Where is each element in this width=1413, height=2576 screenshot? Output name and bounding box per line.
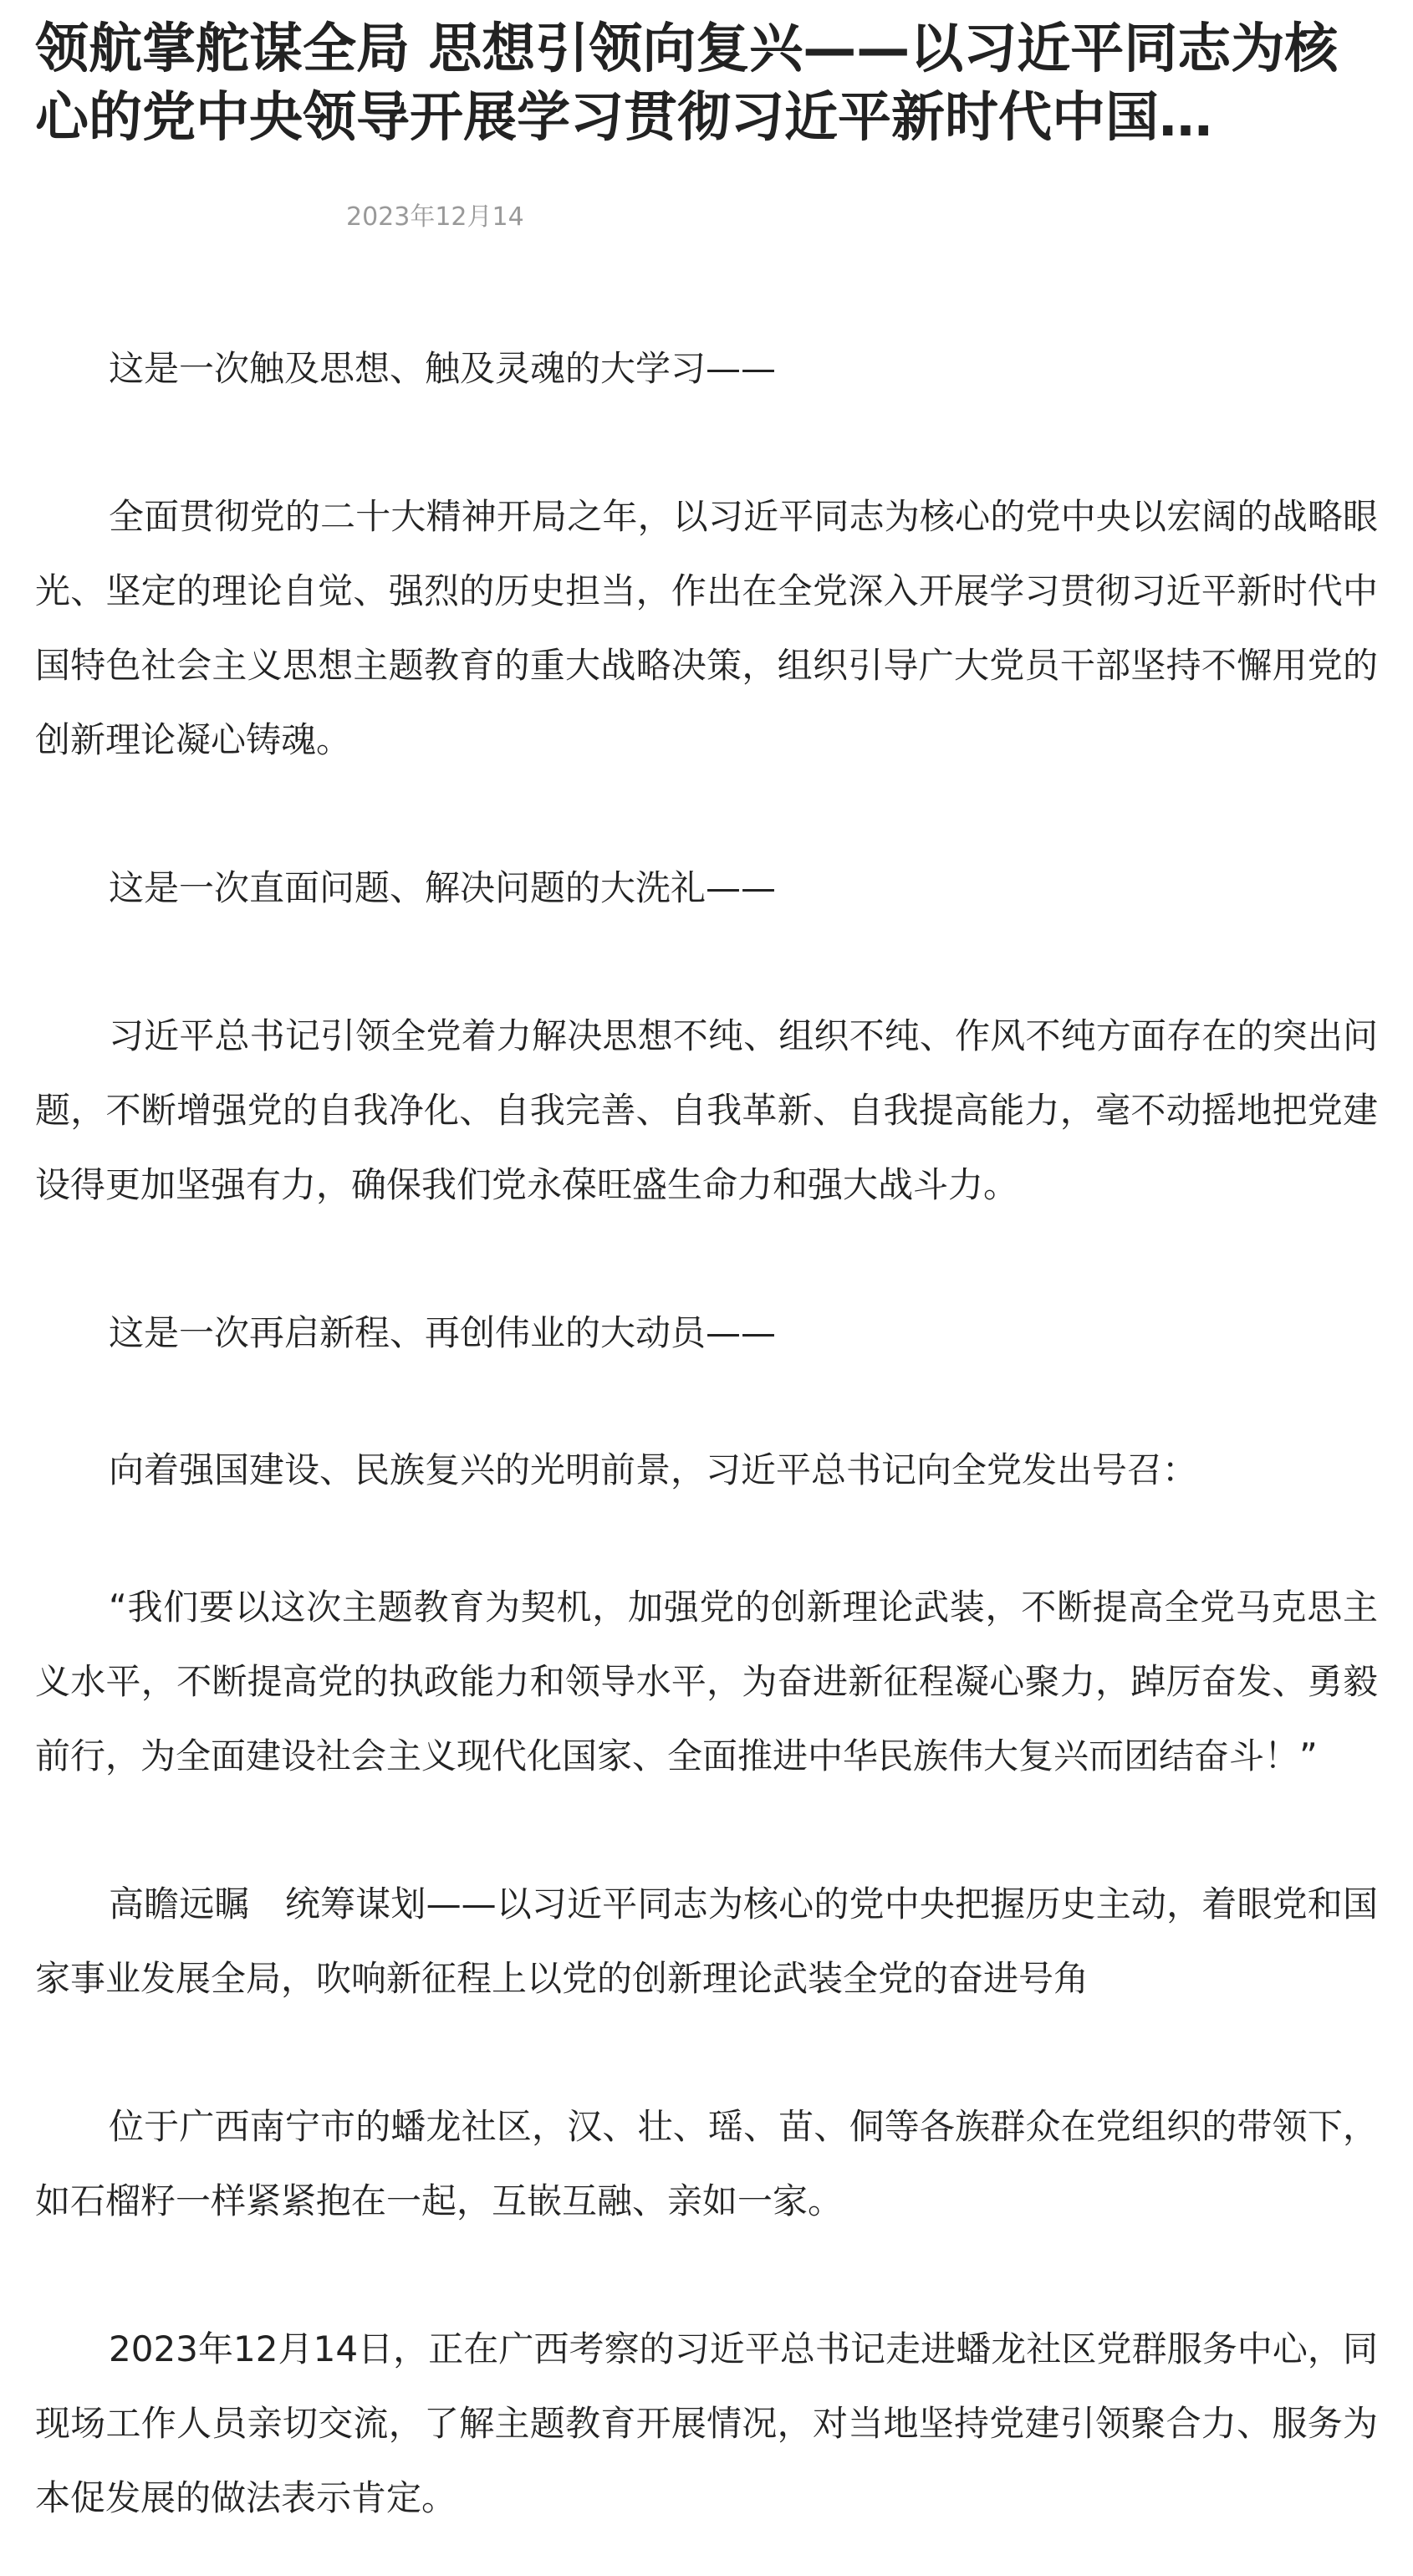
section-heading-paragraph: 高瞻远瞩 统筹谋划——以习近平同志为核心的党中央把握历史主动，着眼党和国家事业发展全局，吹响新征程上以党的创新理论武装全党的奋进号角 <box>35 1883 1378 1999</box>
paragraph: 向着强国建设、民族复兴的光明前景，习近平总书记向全党发出号召： <box>109 1449 1198 1490</box>
paragraph: 这是一次直面问题、解决问题的大洗礼—— <box>109 867 777 908</box>
paragraph: 全面贯彻党的二十大精神开局之年，以习近平同志为核心的党中央以宏阔的战略眼光、坚定的理论自觉、强烈的历史担当，作出在全党深入开展学习贯彻习近平新时代中国特色社会主义思想主题教育的重大战略决策，组织引导广大党员干部坚持不懈用党的创新理论凝心铸魂。 <box>35 496 1378 760</box>
article-body <box>35 331 1378 2535</box>
paragraph: 这是一次触及思想、触及灵魂的大学习—— <box>109 348 777 389</box>
article-title: 领航掌舵谋全局 思想引领向复兴——以习近平同志为核心的党中央领导开展学习贯彻习近平新时代中国… <box>35 18 1339 149</box>
paragraph: 这是一次再启新程、再创伟业的大动员—— <box>109 1312 777 1353</box>
publish-date: 2023年12月14 <box>346 202 524 232</box>
paragraph: 习近平总书记引领全党着力解决思想不纯、组织不纯、作风不纯方面存在的突出问题，不断增强党的自我净化、自我完善、自我革新、自我提高能力，毫不动摇地把党建设得更加坚强有力，确保我们党永葆旺盛生命力和强大战斗力。 <box>35 1015 1378 1205</box>
paragraph: 位于广西南宁市的蟠龙社区，汉、壮、瑶、苗、侗等各族群众在党组织的带领下，如石榴籽一样紧紧抱在一起，互嵌互融、亲如一家。 <box>35 2106 1378 2221</box>
paragraph: 2023年12月14日，正在广西考察的习近平总书记走进蟠龙社区党群服务中心，同现场工作人员亲切交流，了解主题教育开展情况，对当地坚持党建引领聚合力、服务为本促发展的做法表示肯定。 <box>35 2328 1378 2518</box>
article <box>0 15 1413 2535</box>
quote-paragraph: “我们要以这次主题教育为契机，加强党的创新理论武装，不断提高全党马克思主义水平，不断提高党的执政能力和领导水平，为奋进新征程凝心聚力，踔厉奋发、勇毅前行，为全面建设社会主义现代化国家、全面推进中华民族伟大复兴而团结奋斗！” <box>35 1587 1378 1776</box>
